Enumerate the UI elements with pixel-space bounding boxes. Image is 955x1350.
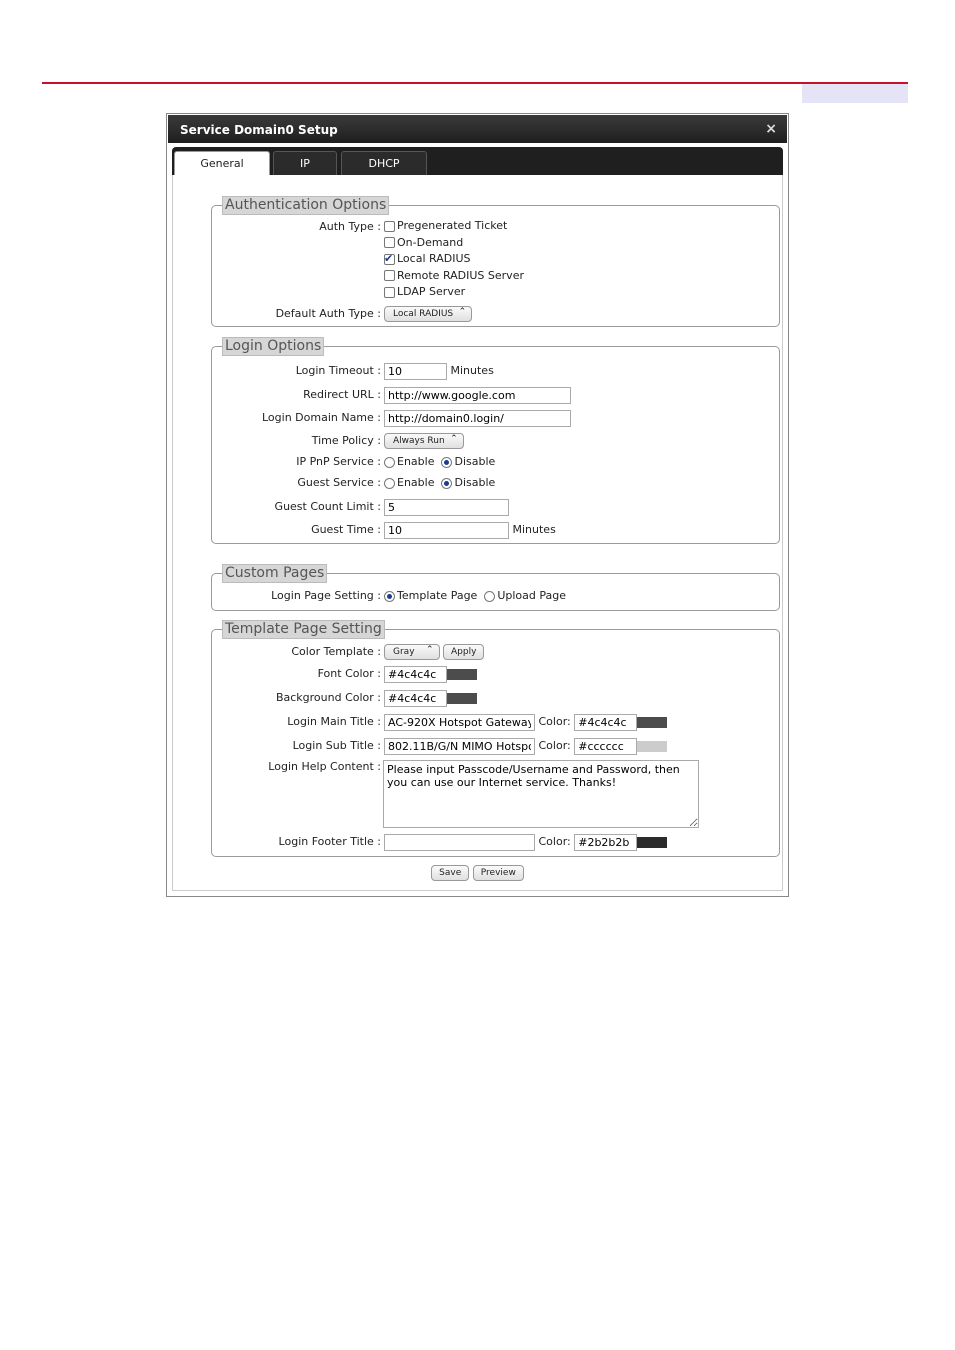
remote-radius-checkbox[interactable]: [384, 270, 395, 281]
template-setting-legend: Template Page Setting: [222, 620, 385, 639]
login-domain-label: Login Domain Name :: [261, 411, 381, 424]
footer-title-input[interactable]: [384, 834, 535, 851]
default-auth-type-label: Default Auth Type :: [275, 307, 381, 320]
footer-color-label: Color:: [538, 835, 571, 848]
main-title-color-swatch[interactable]: [637, 717, 667, 728]
guest-time-unit: Minutes: [512, 523, 556, 536]
login-options-group: [211, 338, 780, 544]
sub-title-input[interactable]: [384, 738, 535, 755]
footer-title-label: Login Footer Title :: [278, 835, 381, 848]
footer-color-swatch[interactable]: [637, 837, 667, 848]
sub-title-color-swatch[interactable]: [637, 741, 667, 752]
custom-pages-legend: Custom Pages: [222, 564, 327, 583]
login-timeout-input[interactable]: [384, 363, 447, 380]
main-title-color-input[interactable]: [574, 714, 637, 731]
tab-general-setup[interactable]: General: [174, 151, 270, 176]
bg-color-swatch[interactable]: [447, 693, 477, 704]
service-domain-dialog: [166, 113, 789, 897]
upload-page-option[interactable]: Upload Page: [484, 589, 566, 602]
auth-type-options: [384, 218, 524, 301]
help-content-label: Login Help Content :: [268, 760, 381, 773]
redirect-url-label: Redirect URL :: [303, 388, 381, 401]
guest-service-disable-option[interactable]: Disable: [441, 476, 495, 489]
guest-service-disable-radio[interactable]: [441, 478, 452, 489]
bg-color-label: Background Color :: [275, 691, 381, 704]
guest-service-label: Guest Service :: [297, 476, 381, 489]
auth-option-pregenerated[interactable]: Pregenerated Ticket: [384, 218, 524, 235]
guest-count-input[interactable]: [384, 499, 509, 516]
auth-options-legend: Authentication Options: [222, 196, 389, 215]
guest-time-label: Guest Time :: [311, 523, 381, 536]
local-radius-checkbox[interactable]: [384, 254, 395, 265]
font-color-label: Font Color :: [317, 667, 381, 680]
auth-option-on-demand[interactable]: On-Demand: [384, 235, 524, 252]
help-content-textarea[interactable]: [383, 760, 699, 828]
auth-option-ldap[interactable]: LDAP Server: [384, 284, 524, 301]
redirect-url-input[interactable]: [384, 387, 571, 404]
ip-pnp-disable-radio[interactable]: [441, 457, 452, 468]
default-auth-type-select[interactable]: Local RADIUS ⌃: [384, 306, 472, 322]
guest-service-enable-option[interactable]: Enable: [384, 476, 434, 489]
apply-button[interactable]: Apply: [443, 644, 484, 660]
action-bar: [173, 865, 782, 881]
pregenerated-checkbox[interactable]: [384, 221, 395, 232]
general-setup-panel: [172, 175, 783, 891]
template-page-radio[interactable]: [384, 591, 395, 602]
ip-pnp-label: IP PnP Service :: [296, 455, 381, 468]
login-timeout-label: Login Timeout :: [295, 364, 381, 377]
auth-option-remote-radius[interactable]: Remote RADIUS Server: [384, 268, 524, 285]
sub-title-color-input[interactable]: [574, 738, 637, 755]
font-color-input[interactable]: [384, 666, 447, 683]
sub-title-color-label: Color:: [538, 739, 571, 752]
template-page-option[interactable]: Template Page: [384, 589, 477, 602]
auth-option-local-radius[interactable]: ✔Local RADIUS: [384, 251, 524, 268]
tab-dhcp-client[interactable]: DHCP: [341, 151, 427, 175]
ip-pnp-enable-radio[interactable]: [384, 457, 395, 468]
tab-bar: [172, 147, 783, 175]
template-setting-group: [211, 621, 780, 857]
login-options-legend: Login Options: [222, 337, 324, 356]
auth-type-label: Auth Type :: [319, 220, 381, 233]
auth-options-group: [211, 197, 780, 327]
time-policy-select[interactable]: Always Run ⌃: [384, 433, 464, 449]
header-rule: [42, 82, 908, 84]
custom-pages-group: [211, 565, 780, 611]
main-title-input[interactable]: [384, 714, 535, 731]
on-demand-checkbox[interactable]: [384, 237, 395, 248]
footer-color-input[interactable]: [574, 834, 637, 851]
color-template-select[interactable]: Gray ⌃: [384, 644, 440, 660]
save-button[interactable]: Save: [431, 865, 469, 881]
sub-title-label: Login Sub Title :: [292, 739, 381, 752]
color-template-label: Color Template :: [291, 645, 381, 658]
font-color-swatch[interactable]: [447, 669, 477, 680]
preview-button[interactable]: Preview: [473, 865, 524, 881]
main-title-color-label: Color:: [538, 715, 571, 728]
bg-color-input[interactable]: [384, 690, 447, 707]
dialog-titlebar: [168, 115, 787, 143]
close-icon[interactable]: ×: [765, 121, 777, 137]
login-domain-input[interactable]: [384, 410, 571, 427]
guest-count-label: Guest Count Limit :: [274, 500, 381, 513]
ip-pnp-disable-option[interactable]: Disable: [441, 455, 495, 468]
tab-ip-setup[interactable]: IP: [273, 151, 337, 175]
ldap-checkbox[interactable]: [384, 287, 395, 298]
upload-page-radio[interactable]: [484, 591, 495, 602]
time-policy-label: Time Policy :: [311, 434, 381, 447]
login-timeout-unit: Minutes: [450, 364, 494, 377]
ip-pnp-enable-option[interactable]: Enable: [384, 455, 434, 468]
guest-time-input[interactable]: [384, 522, 509, 539]
main-title-label: Login Main Title :: [287, 715, 381, 728]
guest-service-enable-radio[interactable]: [384, 478, 395, 489]
header-tab-accent: [802, 84, 908, 103]
dialog-title: Service Domain0 Setup: [180, 123, 338, 137]
login-page-setting-label: Login Page Setting :: [271, 589, 381, 602]
